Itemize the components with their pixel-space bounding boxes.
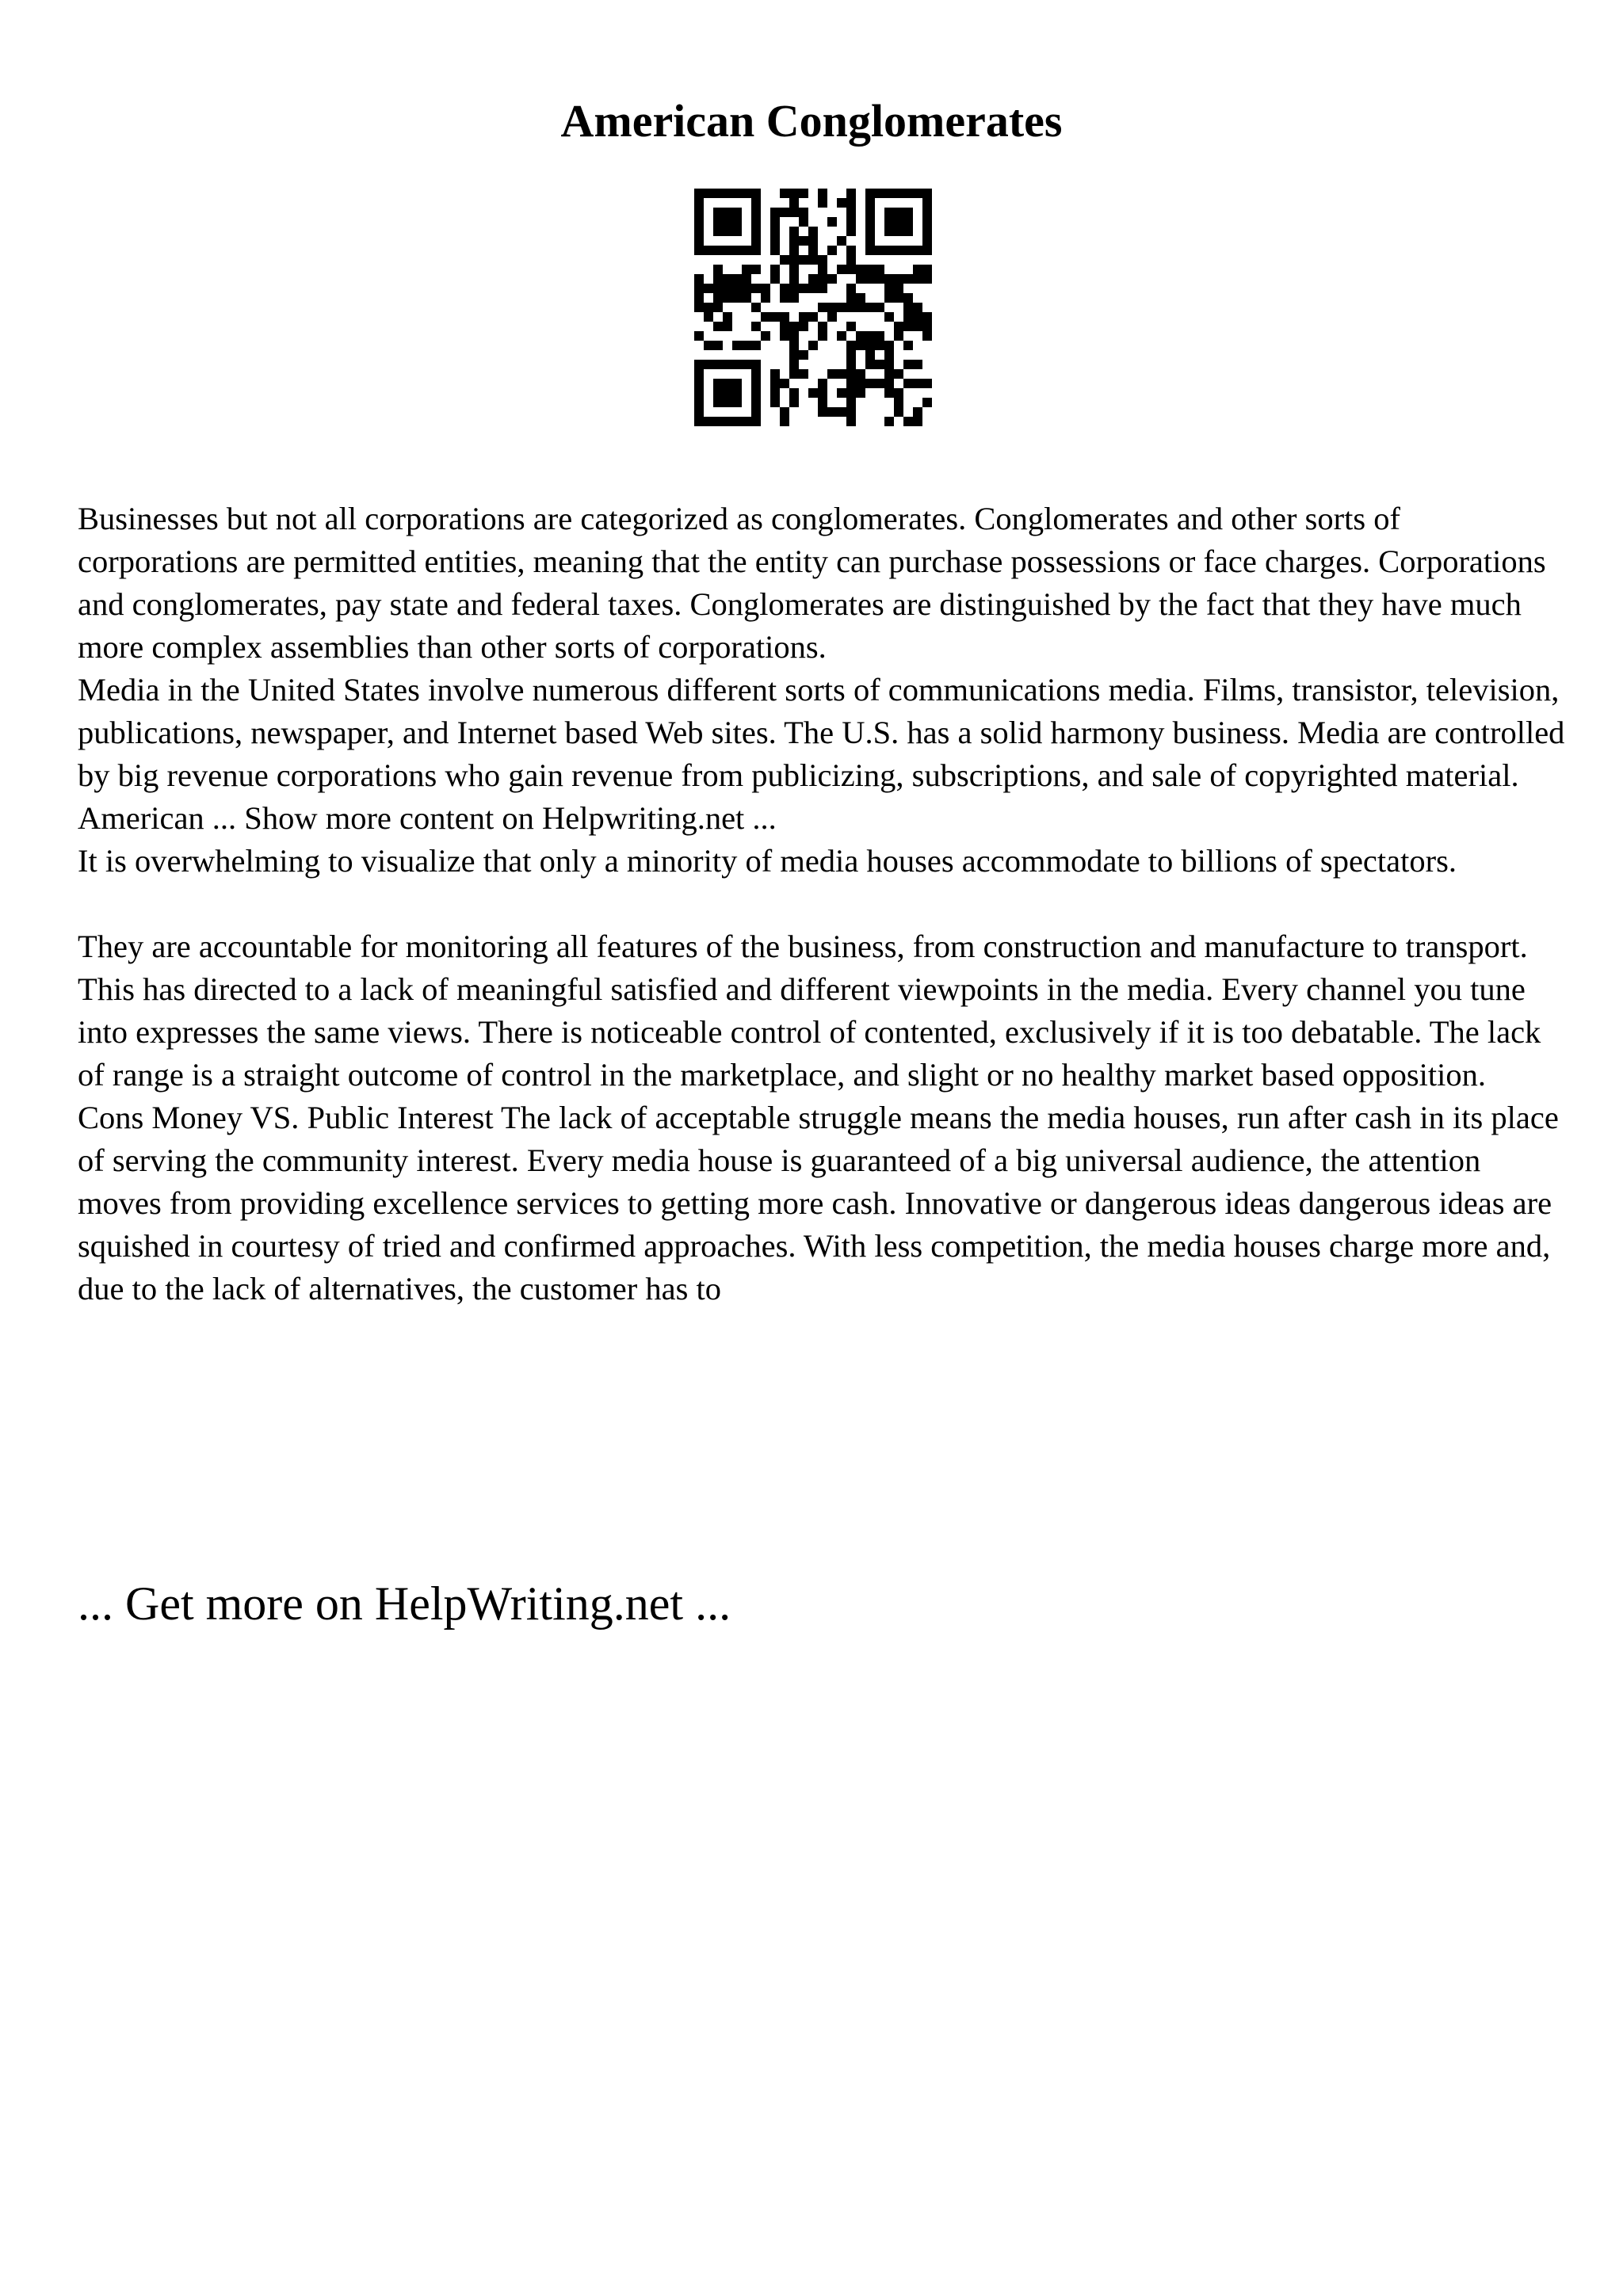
paragraph: Media in the United States involve numerous different sorts of communications media. Films, transistor, television, publications, newspaper, and Internet based Web sites. The U.S. has a solid harmony business. Media are controlled by big revenue corporations who gain revenue from publicizing, subscriptions, and sale of copyrighted material. American ... Show more content on Helpwriting.net ...	[78, 672, 1565, 836]
paragraph: They are accountable for monitoring all features of the business, from construction and manufacture to transport. This has directed to a lack of meaningful satisfied and different viewpoints in the media. Every channel you tune into expresses the same views. There is noticeable control of contented, exclusively if it is too debatable. The lack of range is a straight outcome of control in the marketplace, and slight or no healthy market based opposition.	[78, 929, 1541, 1093]
qr-code-icon	[694, 189, 932, 426]
paragraph: It is overwhelming to visualize that only a minority of media houses accommodate to billions of spectators.	[78, 843, 1457, 879]
page-title: American Conglomerates	[560, 95, 1063, 147]
paragraph: Businesses but not all corporations are categorized as conglomerates. Conglomerates and other sorts of corporations are permitted entities, meaning that the entity can purchase possessions or face charges. Corporations and conglomerates, pay state and federal taxes. Conglomerates are distinguished by the fact that they have much more complex assemblies than other sorts of corporations.	[78, 501, 1546, 665]
article-body	[78, 498, 1568, 1310]
paragraph-spacer	[78, 883, 1568, 925]
get-more-link[interactable]: ... Get more on HelpWriting.net ...	[78, 1577, 731, 1630]
paragraph: Cons Money VS. Public Interest The lack of acceptable struggle means the media houses, run after cash in its place of serving the community interest. Every media house is guaranteed of a big universal audience, the attention moves from providing excellence services to getting more cash. Innovative or dangerous ideas dangerous ideas are squished in courtesy of tried and confirmed approaches. With less competition, the media houses charge more and, due to the lack of alternatives, the customer has to	[78, 1100, 1559, 1306]
